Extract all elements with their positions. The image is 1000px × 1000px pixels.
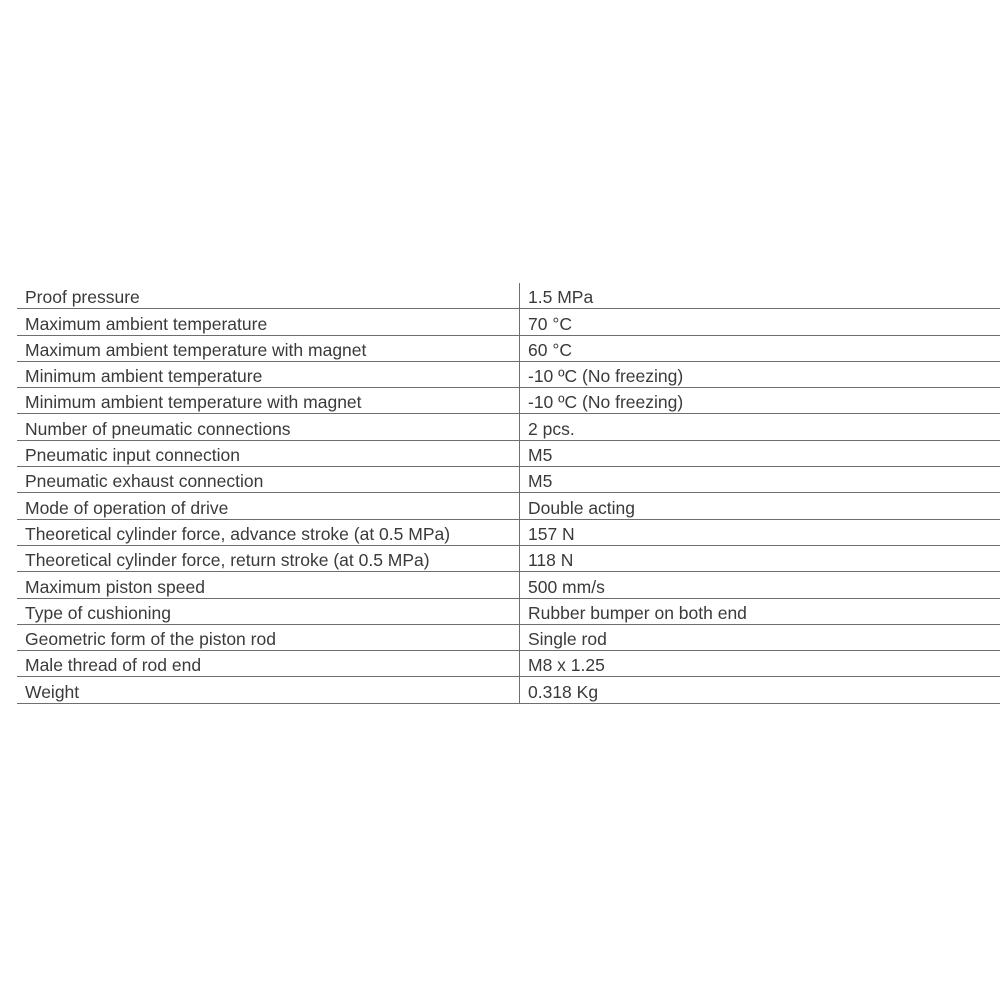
spec-value: Rubber bumper on both end [520, 598, 1000, 624]
spec-value: 500 mm/s [520, 572, 1000, 598]
spec-value: 70 °C [520, 309, 1000, 335]
spec-value: M5 [520, 467, 1000, 493]
spec-label: Theoretical cylinder force, advance stroke (at 0.5 MPa) [17, 519, 520, 545]
spec-value: 118 N [520, 545, 1000, 571]
spec-label: Pneumatic exhaust connection [17, 467, 520, 493]
spec-value: M5 [520, 440, 1000, 466]
spec-label: Weight [17, 677, 520, 703]
spec-label: Pneumatic input connection [17, 440, 520, 466]
table-row [17, 572, 1000, 598]
spec-value: 1.5 MPa [520, 283, 1000, 309]
spec-label: Male thread of rod end [17, 651, 520, 677]
spec-label: Maximum ambient temperature [17, 309, 520, 335]
spec-value: Single rod [520, 624, 1000, 650]
table-row [17, 624, 1000, 650]
table-row [17, 677, 1000, 703]
table-row [17, 493, 1000, 519]
spec-label: Theoretical cylinder force, return stroke (at 0.5 MPa) [17, 545, 520, 571]
spec-value: 2 pcs. [520, 414, 1000, 440]
spec-value: -10 ºC (No freezing) [520, 361, 1000, 387]
specifications-table-body [17, 283, 1000, 703]
spec-label: Type of cushioning [17, 598, 520, 624]
spec-label: Number of pneumatic connections [17, 414, 520, 440]
table-row [17, 545, 1000, 571]
table-row [17, 414, 1000, 440]
spec-label: Proof pressure [17, 283, 520, 309]
table-row [17, 283, 1000, 309]
spec-value: 0.318 Kg [520, 677, 1000, 703]
spec-label: Minimum ambient temperature [17, 361, 520, 387]
spec-label: Maximum ambient temperature with magnet [17, 335, 520, 361]
table-row [17, 335, 1000, 361]
table-row [17, 467, 1000, 493]
table-row [17, 388, 1000, 414]
table-row [17, 309, 1000, 335]
spec-label: Mode of operation of drive [17, 493, 520, 519]
spec-value: Double acting [520, 493, 1000, 519]
table-row [17, 361, 1000, 387]
spec-value: -10 ºC (No freezing) [520, 388, 1000, 414]
spec-label: Maximum piston speed [17, 572, 520, 598]
specifications-table [17, 283, 1000, 704]
spec-value: 60 °C [520, 335, 1000, 361]
table-row [17, 651, 1000, 677]
spec-label: Minimum ambient temperature with magnet [17, 388, 520, 414]
spec-label: Geometric form of the piston rod [17, 624, 520, 650]
table-row [17, 598, 1000, 624]
table-row [17, 440, 1000, 466]
spec-value: 157 N [520, 519, 1000, 545]
table-row [17, 519, 1000, 545]
spec-value: M8 x 1.25 [520, 651, 1000, 677]
